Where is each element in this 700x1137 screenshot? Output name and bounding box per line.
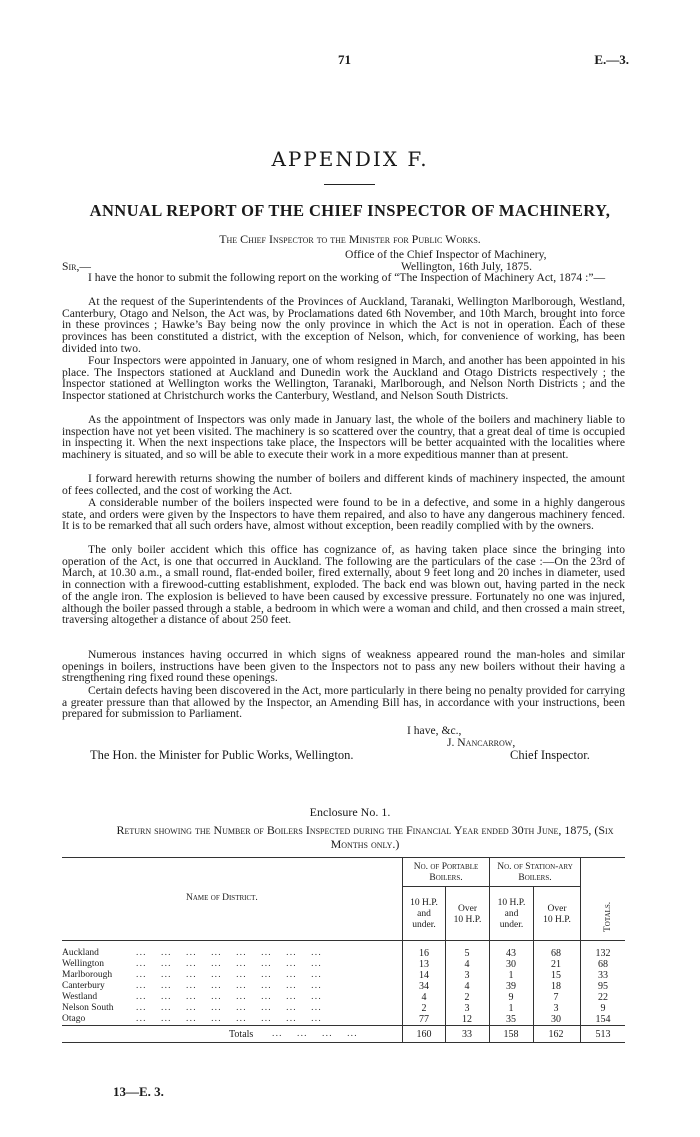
table-bottom-rule <box>62 1042 625 1043</box>
paragraph-7: The only boiler accident which this office has cognizance of, as having taken place since the bringing into operation of the Act, is one that occurred in Auckland. The following are the particulars of the case :—On the 23rd of March, at 10.30 a.m., a small round, flat-ended boiler, fired externally, about 9 feet long and 20 inches in diameter, used in connection with a firewood-cutting establishment, exploded. The back end was blown out, having parted in the neck of the angle iron. The explosion is believed to have been caused by excessive pressure. Fortunately no one was injured, although the boiler passed through a stable, a bedroom in which were a woman and child, and then crossed a main street, traversing altogether a distance of about 250 feet. <box>62 543 625 627</box>
table-top-rule <box>62 857 625 858</box>
paragraph-4: As the appointment of Inspectors was only made in January last, the whole of the boilers and machinery liable to inspection have not yet been visited. The machinery is so scattered over the country, that a great deal of time is occupied in inspecting it. When the next inspections take place, the Inspectors will be better acquainted with the localities where machinery is situated, and so will be able to execute their work in a more expeditious manner than at present. <box>62 413 625 462</box>
col-group-stationary: No. of Station-ary Boilers. <box>497 862 573 883</box>
report-title: ANNUAL REPORT OF THE CHIEF INSPECTOR OF MACHINERY, <box>89 201 611 220</box>
report-subtitle: The Chief Inspector to the Minister for Public Works. <box>219 232 481 246</box>
district-name: Marlborough <box>62 970 113 980</box>
col-group-portable: No. of Portable Boilers. <box>413 862 479 883</box>
totals-label: Totals <box>229 1029 254 1040</box>
signature-name: J. Nancarrow, <box>447 736 516 749</box>
paragraph-8: Numerous instances having occurred in which signs of weakness appeared round the man-holes and similar openings in boilers, instructions have been given to the Inspectors not to pass any new boilers without their having a strengthening ring fixed round these openings. <box>62 648 625 685</box>
district-name: Auckland <box>62 948 99 958</box>
date-line: Wellington, 16th July, 1875. <box>401 260 532 273</box>
closing: I have, &c., <box>407 724 462 737</box>
page-footer: 13—E. 3. <box>113 1084 164 1099</box>
paragraph-3: Four Inspectors were appointed in January, one of whom resigned in March, and another has been appointed in his place. The Inspectors stationed at Auckland and Dunedin work the Auckland and Otago Districts respectively ; the Inspector stationed at Wellington works the Wellington, Taranaki, Marlborough, and Nelson North Districts ; and the Inspector stationed at Christchurch works the Canterbury, Westland, and Nelson South Districts. <box>62 354 625 403</box>
enclosure-label: Enclosure No. 1. <box>309 805 391 819</box>
appendix-title: APPENDIX F. <box>271 147 429 171</box>
district-name: Nelson South <box>62 1003 114 1013</box>
paragraph-2: At the request of the Superintendents of the Provinces of Auckland, Taranaki, Wellington Marlborough, Westland, Canterbury, Otago and Nelson, the Act was, by Proclamations dated 6th November, and 10th March, brought into force in these provinces ; Hawke’s Bay being now the only province in which the Act is not in operation. Each of these provinces has been constituted a district, with the exception of Nelson, which, for convenience of working, has been divided into two. <box>62 295 625 355</box>
salutation: Sir,— <box>62 260 91 273</box>
paragraph-5: I forward herewith returns showing the number of boilers and different kinds of machinery inspected, the amount of fees collected, and the cost of working the Act. <box>62 472 625 497</box>
page-number: 71 <box>338 52 351 67</box>
sub-header-under: 10 H.P. and under. <box>410 898 438 930</box>
sub-header-under: 10 H.P. and under. <box>497 898 526 930</box>
district-name: Otago <box>62 1014 86 1024</box>
district-name: Wellington <box>62 959 104 969</box>
col-header-district: Name of District. <box>186 893 258 903</box>
table-totals-rule <box>62 1025 625 1026</box>
paragraph-1: I have the honor to submit the following report on the working of “The Inspection of Machinery Act, 1874 :”— <box>88 271 606 284</box>
table-header-rule <box>62 940 625 941</box>
district-name: Westland <box>62 992 98 1002</box>
paragraph-6: A considerable number of the boilers inspected were found to be in a defective, and some in a highly dangerous state, and orders were given by the Inspectors to have them repaired, and also to have any dangerous machinery fenced. It is to be remarked that all such orders have, almost without exception, been readily complied with by the owners. <box>62 496 625 533</box>
district-name: Canterbury <box>62 981 105 991</box>
signature-title: Chief Inspector. <box>510 748 590 762</box>
title-rule <box>324 184 375 185</box>
office-line: Office of the Chief Inspector of Machinery, <box>345 248 547 261</box>
document-reference: E.—3. <box>594 52 629 67</box>
paragraph-9: Certain defects having been discovered in the Act, more particularly in there being no penalty provided for carrying a greater pressure than that allowed by the Inspector, an Amending Bill has, in accordance with your instructions, been prepared for submission to Parliament. <box>62 684 625 721</box>
return-title: Return showing the Number of Boilers Inspected during the Financial Year ended 30th June, 1875, (Six Months only.) <box>116 823 614 851</box>
sub-header-over: Over 10 H.P. <box>543 904 571 925</box>
addressee: The Hon. the Minister for Public Works, Wellington. <box>90 748 354 762</box>
sub-header-over: Over 10 H.P. <box>453 904 482 925</box>
col-header-totals: Totals. <box>603 901 613 932</box>
